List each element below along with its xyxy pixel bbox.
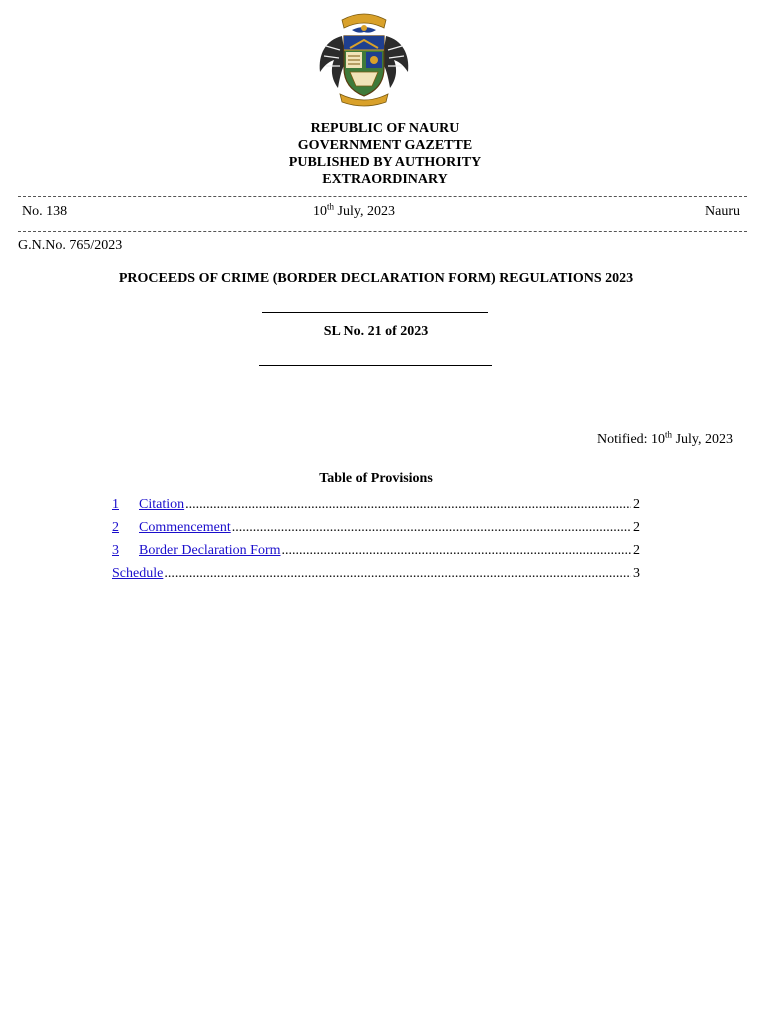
issue-place: Nauru xyxy=(705,204,740,219)
toc-item-link[interactable]: Schedule xyxy=(112,566,164,581)
toc-item-schedule[interactable] xyxy=(112,566,640,589)
sl-number: SL No. 21 of 2023 xyxy=(323,324,429,339)
title-rule-bottom xyxy=(259,365,492,366)
gazette-masthead xyxy=(0,120,770,188)
coat-of-arms-icon xyxy=(312,6,416,110)
toc-leader xyxy=(164,566,631,582)
toc-item-link[interactable]: Commencement xyxy=(139,520,231,535)
toc-item-number[interactable]: 1 xyxy=(112,497,119,512)
masthead-authority: PUBLISHED BY AUTHORITY xyxy=(288,155,482,170)
toc-item-number[interactable]: 3 xyxy=(112,543,119,558)
issue-info-row xyxy=(22,201,740,222)
notified-date: Notified: 10th July, 2023 xyxy=(597,429,733,447)
divider-top xyxy=(18,196,747,197)
masthead-republic: REPUBLIC OF NAURU xyxy=(310,121,460,136)
toc-page-number: 2 xyxy=(633,497,640,512)
toc-heading: Table of Provisions xyxy=(319,471,433,486)
toc-item-citation[interactable] xyxy=(112,497,640,520)
divider-bottom xyxy=(18,231,747,232)
toc-leader xyxy=(232,520,631,536)
masthead-gazette: GOVERNMENT GAZETTE xyxy=(297,138,473,153)
title-rule-top xyxy=(262,312,488,313)
toc-item-link[interactable]: Border Declaration Form xyxy=(139,543,281,558)
toc-item-border-declaration-form[interactable] xyxy=(112,543,640,566)
toc-leader xyxy=(185,497,631,513)
regulation-title: PROCEEDS OF CRIME (BORDER DECLARATION FORM) REGULATIONS 2023 xyxy=(118,271,634,286)
toc-leader xyxy=(282,543,631,559)
table-of-provisions xyxy=(112,497,640,589)
toc-page-number: 3 xyxy=(633,566,640,581)
toc-item-commencement[interactable] xyxy=(112,520,640,543)
toc-page-number: 2 xyxy=(633,520,640,535)
issue-date: 10th July, 2023 xyxy=(313,201,395,219)
issue-number: No. 138 xyxy=(22,204,68,219)
toc-page-number: 2 xyxy=(633,543,640,558)
masthead-extraordinary: EXTRAORDINARY xyxy=(322,172,448,187)
toc-item-link[interactable]: Citation xyxy=(139,497,185,512)
toc-item-number[interactable]: 2 xyxy=(112,520,119,535)
gazette-notice-number: G.N.No. 765/2023 xyxy=(18,238,123,253)
